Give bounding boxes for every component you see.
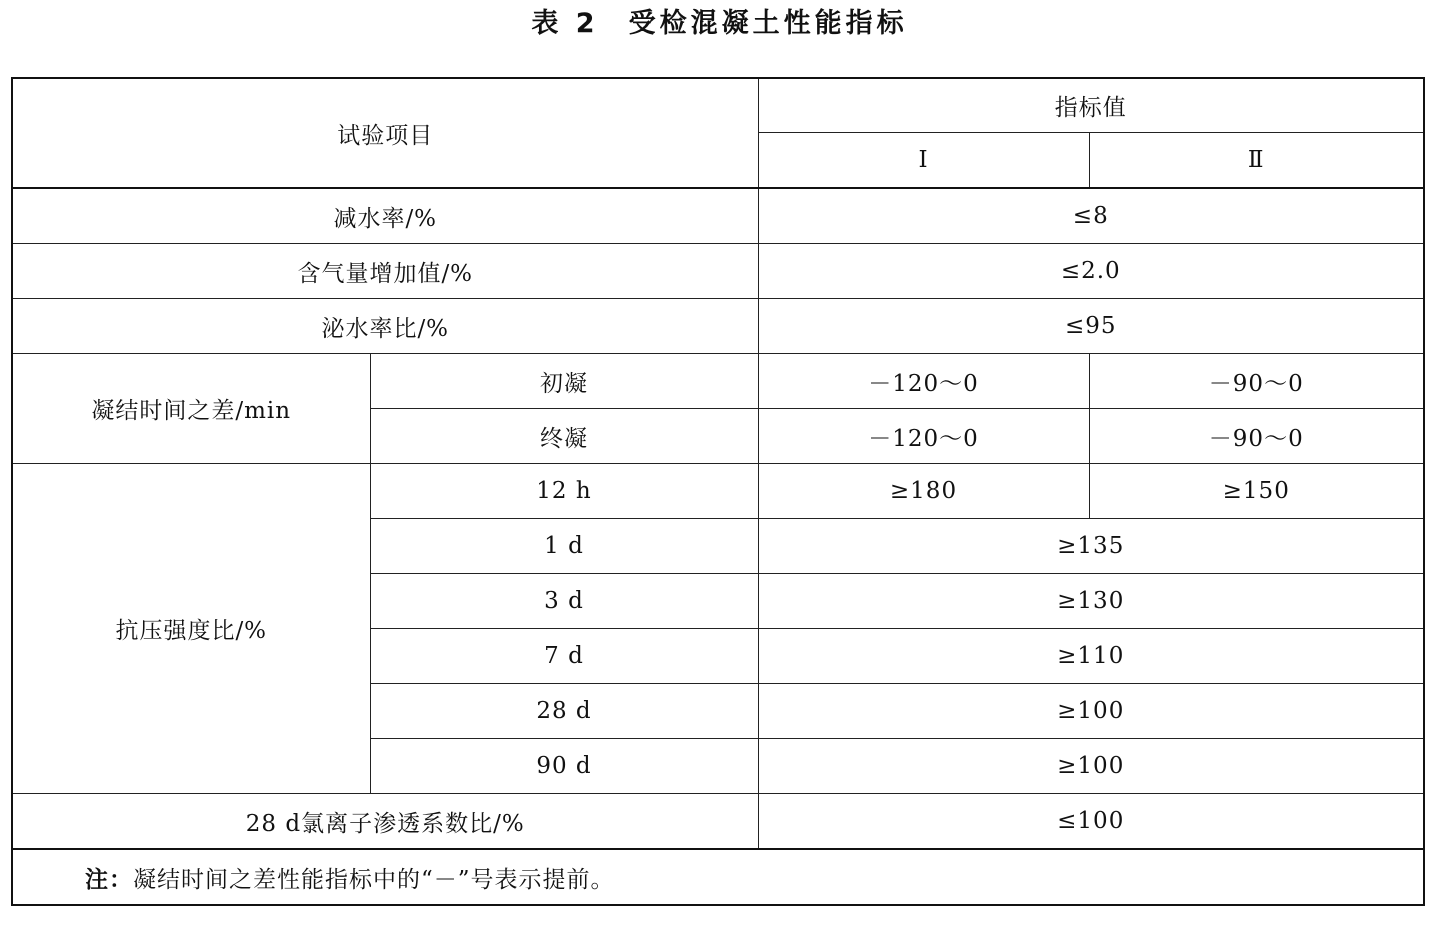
table-row — [12, 299, 1424, 354]
table-number: 表 2 — [531, 8, 599, 39]
age-28d-label: 28 d — [370, 684, 758, 739]
age-1d-value: ≥135 — [758, 519, 1424, 574]
header-row — [12, 78, 1424, 133]
age-3d-value: ≥130 — [758, 574, 1424, 629]
age-7d-label: 7 d — [370, 629, 758, 684]
bleeding-value: ≤95 — [758, 299, 1424, 354]
table-title — [0, 4, 1439, 44]
table-caption: 受检混凝土性能指标 — [628, 8, 908, 39]
age-3d-label: 3 d — [370, 574, 758, 629]
age-7d-value: ≥110 — [758, 629, 1424, 684]
header-grade-2: Ⅱ — [1089, 133, 1424, 189]
note-text: 凝结时间之差性能指标中的“－”号表示提前。 — [133, 866, 615, 893]
note-label: 注： — [85, 866, 133, 893]
final-set-grade-2: －90～0 — [1089, 409, 1424, 464]
header-index-value: 指标值 — [758, 78, 1424, 133]
table-row — [12, 354, 1424, 409]
header-test-item: 试验项目 — [12, 78, 758, 188]
initial-set-grade-2: －90～0 — [1089, 354, 1424, 409]
age-12h-label: 12 h — [370, 464, 758, 519]
note-row — [12, 849, 1424, 905]
air-content-value: ≤2.0 — [758, 244, 1424, 299]
table-row — [12, 244, 1424, 299]
age-1d-label: 1 d — [370, 519, 758, 574]
air-content-label: 含气量增加值/% — [12, 244, 758, 299]
table-note — [12, 849, 1424, 905]
table-row — [12, 188, 1424, 244]
age-28d-value: ≥100 — [758, 684, 1424, 739]
initial-set-grade-1: －120～0 — [758, 354, 1089, 409]
table-row — [12, 464, 1424, 519]
final-set-grade-1: －120～0 — [758, 409, 1089, 464]
water-reduction-value: ≤8 — [758, 188, 1424, 244]
compressive-strength-label: 抗压强度比/% — [12, 464, 370, 794]
table-row — [12, 794, 1424, 850]
performance-table — [11, 77, 1425, 906]
bleeding-label: 泌水率比/% — [12, 299, 758, 354]
age-12h-grade-1: ≥180 — [758, 464, 1089, 519]
age-12h-grade-2: ≥150 — [1089, 464, 1424, 519]
chloride-label: 28 d氯离子渗透系数比/% — [12, 794, 758, 850]
initial-set-label: 初凝 — [370, 354, 758, 409]
final-set-label: 终凝 — [370, 409, 758, 464]
header-grade-1: Ⅰ — [758, 133, 1089, 189]
water-reduction-label: 减水率/% — [12, 188, 758, 244]
setting-time-label: 凝结时间之差/min — [12, 354, 370, 464]
chloride-value: ≤100 — [758, 794, 1424, 850]
age-90d-label: 90 d — [370, 739, 758, 794]
age-90d-value: ≥100 — [758, 739, 1424, 794]
